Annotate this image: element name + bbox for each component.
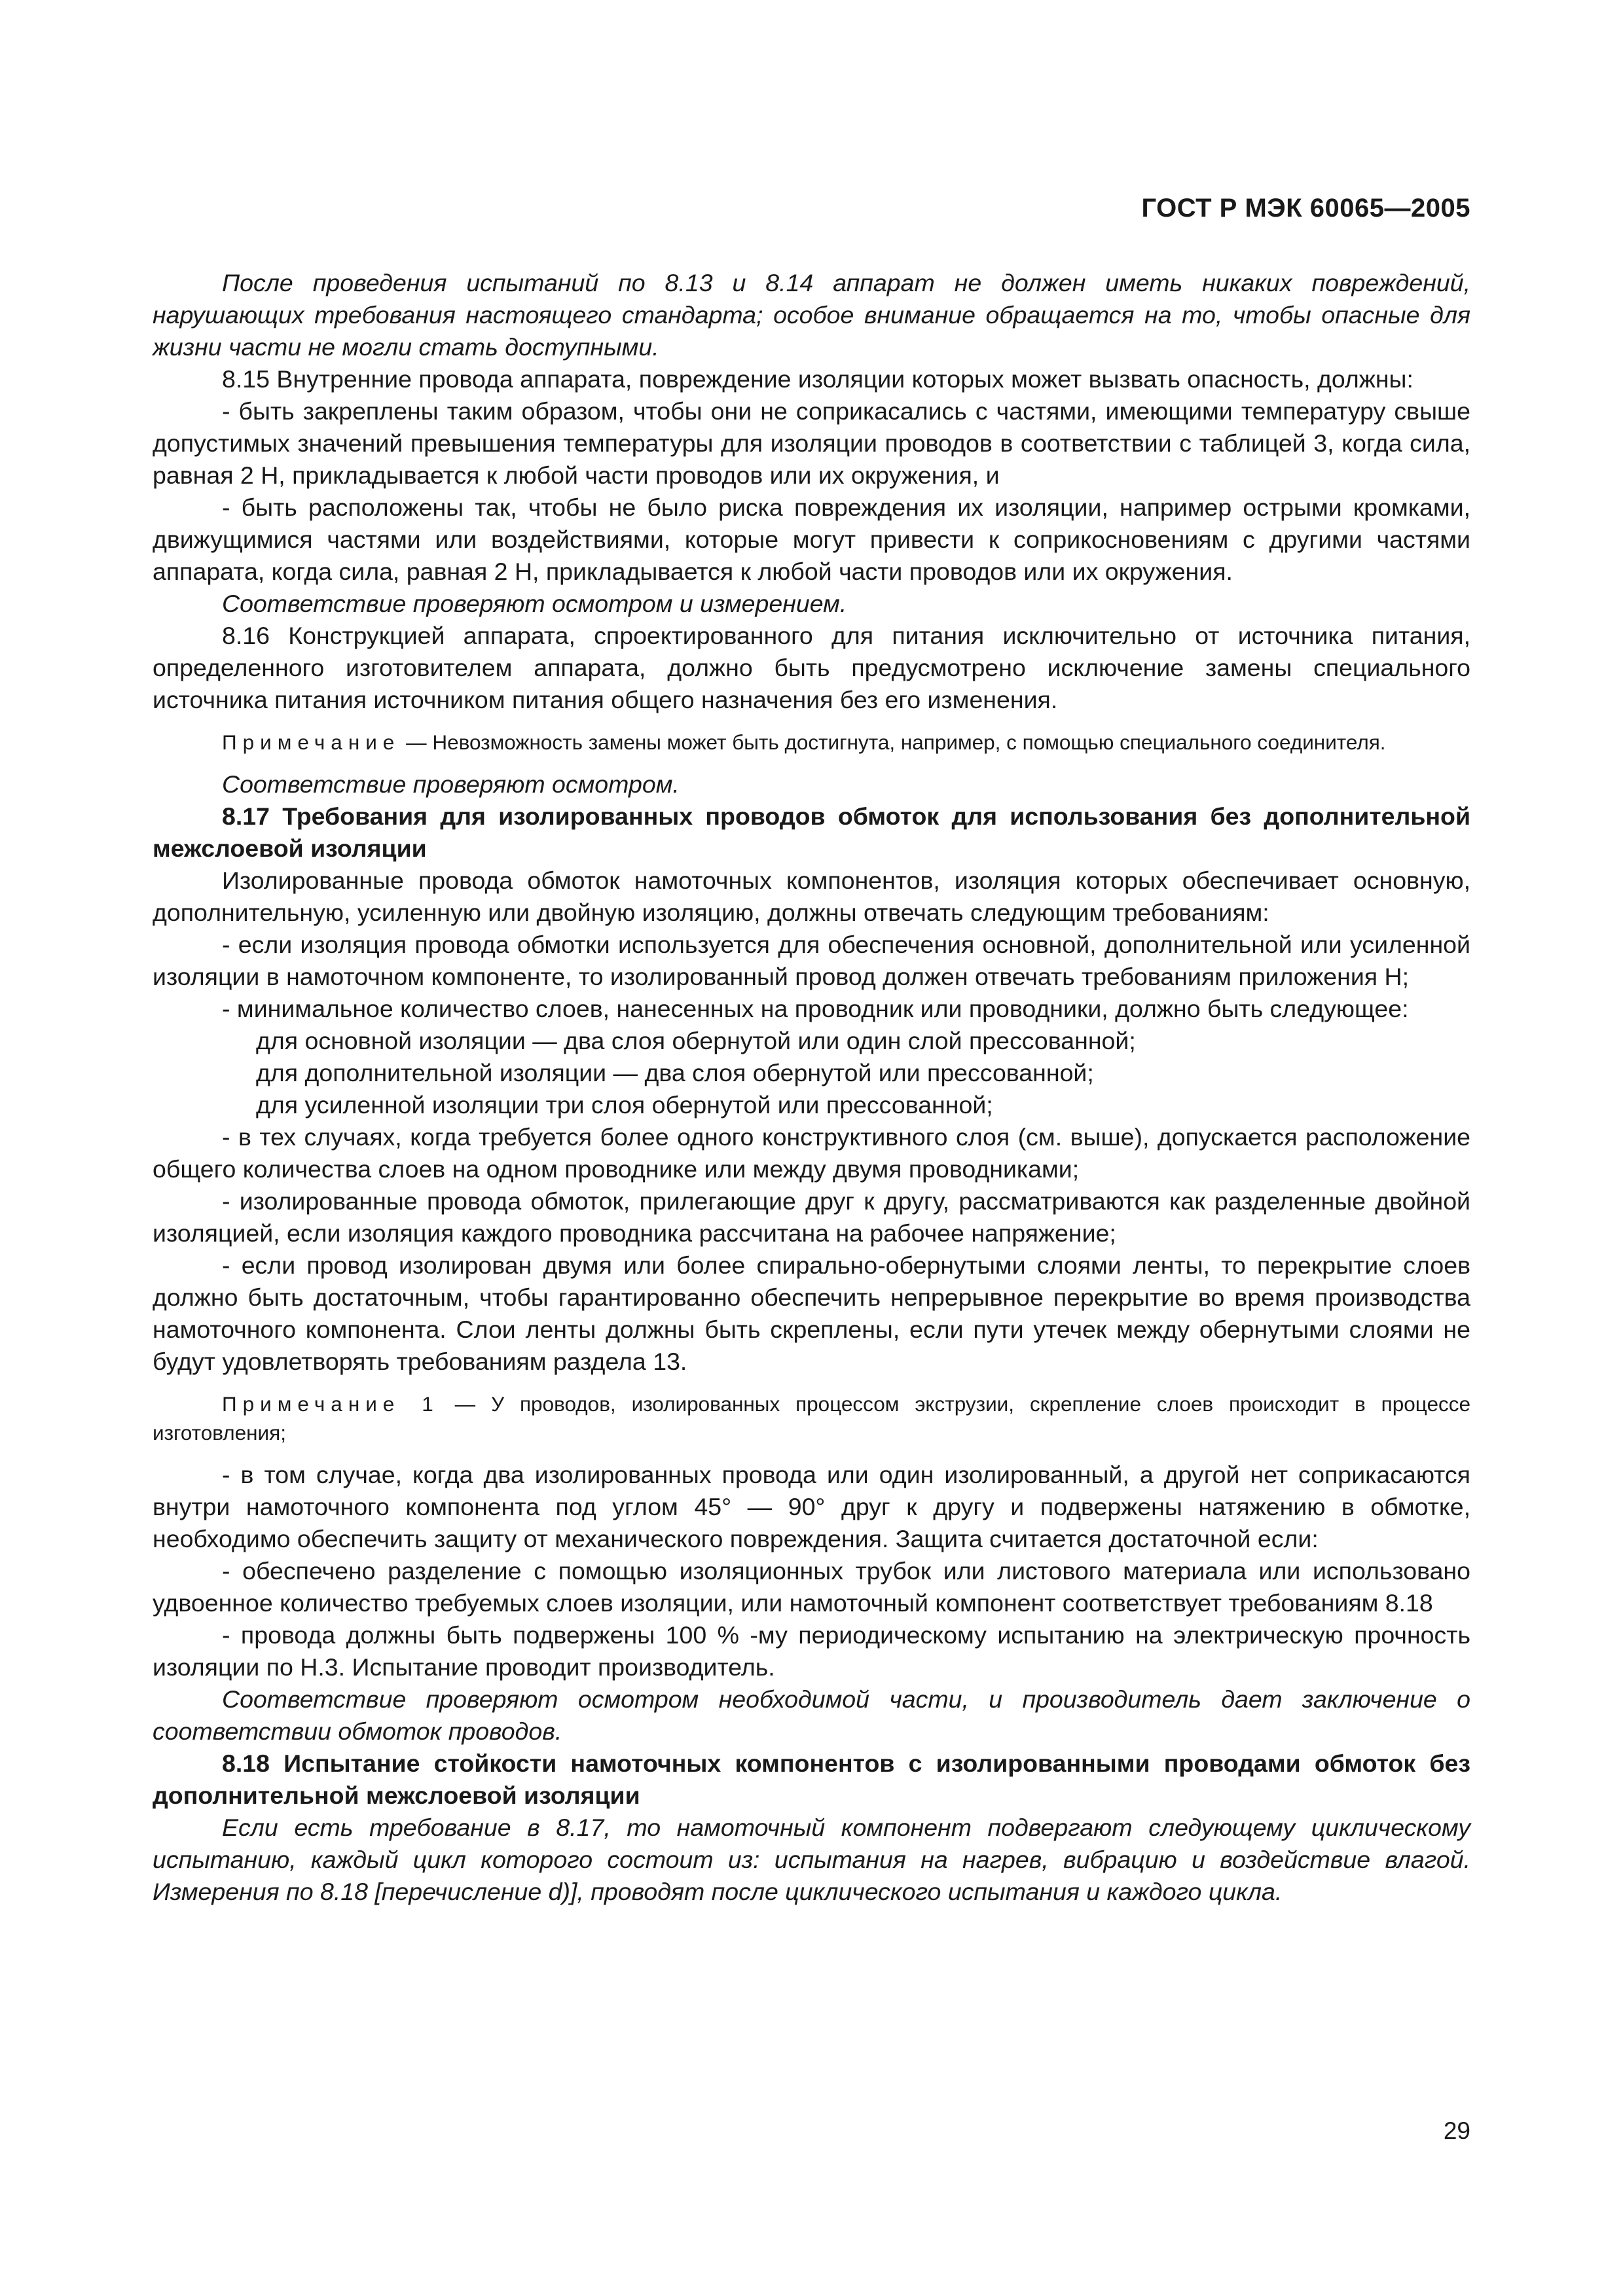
paragraph: Если есть требование в 8.17, то намоточный компонент подвергают следующему циклическому испытанию, каждый цикл которого состоит из: испытания на нагрев, вибрацию и воздействие влагой. Измерения по 8.18 [перечисление d)], проводят после циклического испытания и каждого цикла. (153, 1814, 1470, 1905)
clause-8-15: 8.15 Внутренние провода аппарата, повреждение изоляции которых может вызвать опасность, должны: (222, 365, 1413, 393)
list-item: - в том случае, когда два изолированных провода или один изолированный, а другой нет соприкасаются внутри намоточного компонента под углом 45° — 90° друг к другу и подвержены натяжению в обмотке, необходимо обеспечить защиту от механического повреждения. Защита считается достаточной если: (153, 1461, 1470, 1552)
note (153, 728, 1470, 757)
paragraph: Изолированные провода обмоток намоточных компонентов, изоляция которых обеспечивает основную, дополнительную, усиленную или двойную изоляцию, должны отвечать следующим требованиям: (153, 867, 1470, 926)
note-text: — Невозможность замены может быть достигнута, например, с помощью специального соединителя. (400, 730, 1386, 754)
list-item: - провода должны быть подвержены 100 % -му периодическому испытанию на электрическую прочность изоляции по Н.3. Испытание проводит производитель. (153, 1621, 1470, 1681)
sub-list-item: для основной изоляции — два слоя обернутой или один слой прессованной; (256, 1027, 1136, 1054)
compliance-statement: Соответствие проверяют осмотром и измерением. (222, 590, 847, 617)
list-item: - минимальное количество слоев, нанесенных на проводник или проводники, должно быть следующее: (222, 995, 1409, 1022)
note-label: Примечание (222, 730, 401, 754)
note (153, 1390, 1470, 1447)
section-heading-8-17: 8.17 Требования для изолированных проводов обмоток для использования без дополнительной межслоевой изоляции (153, 802, 1470, 862)
list-item: - быть расположены так, чтобы не было риска повреждения их изоляции, например острыми кромками, движущимися частями или воздействиями, которые могут привести к соприкосновениям с другими частями аппарата, когда сила, равная 2 Н, прикладывается к любой части проводов или их окружения. (153, 493, 1470, 585)
note-label: Примечание 1 (222, 1392, 439, 1416)
page-number: 29 (1443, 2117, 1470, 2144)
sub-list-item: для дополнительной изоляции — два слоя обернутой или прессованной; (256, 1059, 1094, 1086)
compliance-statement: Соответствие проверяют осмотром необходимой части, и производитель дает заключение о соответствии обмоток проводов. (153, 1685, 1470, 1745)
list-item: - если изоляция провода обмотки используется для обеспечения основной, дополнительной или усиленной изоляции в намоточном компоненте, то изолированный провод должен отвечать требованиям приложения Н; (153, 931, 1470, 990)
clause-8-16: 8.16 Конструкцией аппарата, спроектированного для питания исключительно от источника питания, определенного изготовителем аппарата, должно быть предусмотрено исключение замены специального источника питания источником питания общего назначения без его изменения. (153, 622, 1470, 713)
sub-list-item: для усиленной изоляции три слоя обернутой или прессованной; (256, 1091, 993, 1119)
section-heading-8-18: 8.18 Испытание стойкости намоточных компонентов с изолированными проводами обмоток без дополнительной межслоевой изоляции (153, 1749, 1470, 1809)
list-item: - обеспечено разделение с помощью изоляционных трубок или листового материала или использовано удвоенное количество требуемых слоев изоляции, или намоточный компонент соответствует требованиям 8.18 (153, 1557, 1470, 1617)
document-body (153, 267, 1470, 1908)
note-text: — У проводов, изолированных процессом экструзии, скрепление слоев происходит в процессе изготовления; (153, 1392, 1470, 1444)
list-item: - если провод изолирован двумя или более спирально-обернутыми слоями ленты, то перекрытие слоев должно быть достаточным, чтобы гарантированно обеспечить непрерывное перекрытие во время производства намоточного компонента. Слои ленты должны быть скреплены, если пути утечек между обернутыми слоями не будут удовлетворять требованиям раздела 13. (153, 1251, 1470, 1375)
paragraph: После проведения испытаний по 8.13 и 8.14 аппарат не должен иметь никаких повреждений, нарушающих требования настоящего стандарта; особое внимание обращается на то, чтобы опасные для жизни части не могли стать доступными. (153, 269, 1470, 361)
document-header: ГОСТ Р МЭК 60065—2005 (1141, 194, 1470, 223)
list-item: - в тех случаях, когда требуется более одного конструктивного слоя (см. выше), допускается расположение общего количества слоев на одном проводнике или между двумя проводниками; (153, 1123, 1470, 1183)
list-item: - изолированные провода обмоток, прилегающие друг к другу, рассматриваются как разделенные двойной изоляцией, если изоляция каждого проводника рассчитана на рабочее напряжение; (153, 1187, 1470, 1247)
list-item: - быть закреплены таким образом, чтобы они не соприкасались с частями, имеющими температуру свыше допустимых значений превышения температуры для изоляции проводов в соответствии с таблицей 3, когда сила, равная 2 Н, прикладывается к любой части проводов или их окружения, и (153, 397, 1470, 489)
compliance-statement: Соответствие проверяют осмотром. (222, 770, 680, 798)
